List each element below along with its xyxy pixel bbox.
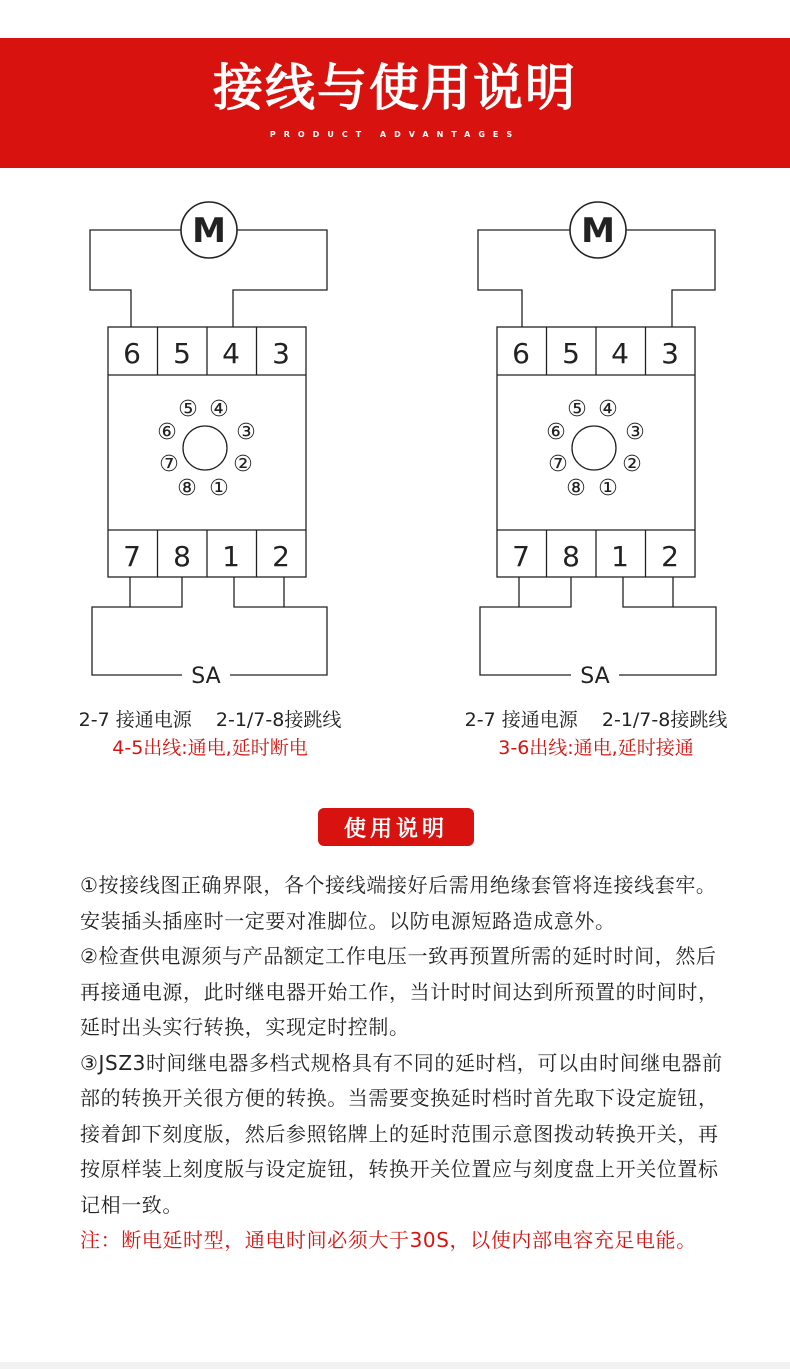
motor-wire	[626, 230, 715, 327]
diagram-caption-left	[20, 706, 400, 762]
socket-pin-7: ⑦	[548, 452, 568, 477]
motor-wire	[478, 230, 570, 327]
terminal-5: 5	[173, 337, 191, 370]
wiring-diagram-right	[478, 202, 716, 675]
socket-pin-6: ⑥	[546, 420, 566, 445]
socket-pin-4: ④	[209, 397, 229, 422]
terminal-5: 5	[562, 337, 580, 370]
socket-pin-2: ②	[233, 452, 253, 477]
terminal-2: 2	[272, 540, 290, 573]
motor-label: M	[581, 211, 615, 251]
socket-pin-5: ⑤	[178, 397, 198, 422]
diagram-caption-right	[406, 706, 786, 762]
terminal-4: 4	[611, 337, 629, 370]
switch-wire	[619, 607, 716, 675]
header-banner	[0, 38, 790, 168]
terminal-8: 8	[173, 540, 191, 573]
wiring-diagram-left	[90, 202, 327, 675]
socket-center	[183, 426, 227, 470]
terminal-6: 6	[512, 337, 530, 370]
terminal-8: 8	[562, 540, 580, 573]
section-title-badge: 使用说明	[318, 808, 474, 846]
caption-wiring: 2-7 接通电源 2-1/7-8接跳线	[464, 709, 728, 731]
socket-pin-1: ①	[209, 476, 229, 501]
instruction-item-1: ①按接线图正确界限，各个接线端接好后需用绝缘套管将连接线套牢。安装插头插座时一定要对准脚位。以防电源短路造成意外。	[80, 873, 717, 933]
terminal-7: 7	[512, 540, 530, 573]
wiring-diagrams	[0, 190, 790, 690]
socket-pin-5: ⑤	[567, 397, 587, 422]
socket-center	[572, 426, 616, 470]
instruction-item-3: ③JSZ3时间继电器多档式规格具有不同的延时档，可以由时间继电器前部的转换开关很方便的转换。当需要变换延时档时首先取下设定旋钮，接着卸下刻度版，然后参照铭牌上的延时范围示意图拨动转换开关，再按原样装上刻度版与设定旋钮，转换开关位置应与刻度盘上开关位置标记相一致。	[80, 1050, 723, 1217]
terminal-6: 6	[123, 337, 141, 370]
caption-function: 3-6出线:通电,延时接通	[498, 737, 694, 759]
motor-wire	[233, 230, 327, 327]
switch-wire	[234, 577, 284, 607]
socket-pin-7: ⑦	[159, 452, 179, 477]
switch-wire	[230, 607, 327, 675]
socket-pin-6: ⑥	[157, 420, 177, 445]
socket-pin-4: ④	[598, 397, 618, 422]
motor-label: M	[192, 211, 226, 251]
socket-pin-1: ①	[598, 476, 618, 501]
caption-function: 4-5出线:通电,延时断电	[112, 737, 308, 759]
terminal-3: 3	[661, 337, 679, 370]
socket-pin-3: ③	[625, 420, 645, 445]
diagram-right-labels	[512, 211, 679, 689]
motor-wire	[90, 230, 181, 327]
switch-label: SA	[580, 664, 610, 689]
switch-wire	[92, 607, 182, 675]
diagram-left-labels	[123, 211, 290, 689]
switch-wire	[519, 577, 571, 607]
instruction-item-2: ②检查供电源须与产品额定工作电压一致再预置所需的延时时间，然后再接通电源，此时继电器开始工作，当计时时间达到所预置的时间时，延时出头实行转换，实现定时控制。	[80, 944, 719, 1039]
socket-pin-8: ⑧	[566, 476, 586, 501]
switch-wire	[623, 577, 673, 607]
terminal-7: 7	[123, 540, 141, 573]
bottom-divider	[0, 1362, 790, 1369]
socket-pin-2: ②	[622, 452, 642, 477]
terminal-1: 1	[611, 540, 629, 573]
terminal-3: 3	[272, 337, 290, 370]
socket-pin-3: ③	[236, 420, 256, 445]
terminal-1: 1	[222, 540, 240, 573]
switch-wire	[480, 607, 571, 675]
page-subtitle: PRODUCT ADVANTAGES	[269, 130, 521, 139]
page-title: 接线与使用说明	[213, 59, 577, 117]
socket-pin-8: ⑧	[177, 476, 197, 501]
instruction-note: 注：断电延时型，通电时间必须大于30S，以使内部电容充足电能。	[80, 1228, 697, 1252]
instructions-text	[80, 868, 730, 1259]
terminal-4: 4	[222, 337, 240, 370]
terminal-2: 2	[661, 540, 679, 573]
caption-wiring: 2-7 接通电源 2-1/7-8接跳线	[78, 709, 342, 731]
switch-wire	[130, 577, 182, 607]
switch-label: SA	[191, 664, 221, 689]
